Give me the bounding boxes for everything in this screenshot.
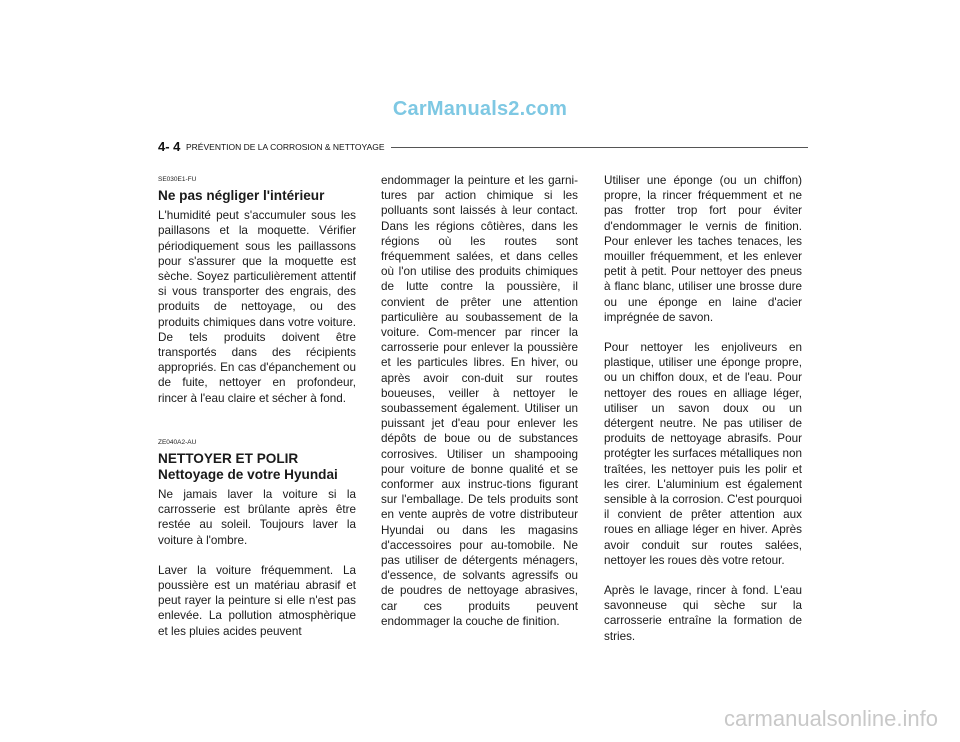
section-code: ZE040A2-AU bbox=[158, 438, 197, 446]
paragraph: Ne jamais laver la voiture si la carrosserie est brûlante après être restée au soleil. Toujours laver la voiture à l'ombre. bbox=[158, 488, 356, 547]
paragraph: Laver la voiture fréquemment. La poussière est un matériau abrasif et peut rayer la peinture si elle n'est pas enlevée. La pollution atmosphèrique et les pluies acides peuvent bbox=[158, 563, 356, 638]
paragraph: L'humidité peut s'accumuler sous les paillasons et la moquette. Vérifier périodiquement sous les paillassons pour s'assurer que la moquette est sèche. Soyez particulièrement attentif si vous transporter des engrais, des produits de nettoyage, ou des produits chimiques dans votre voiture. De tels produits doivent être transportés dans des récipients appropriés. En cas d'épanchement ou de fuite, nettoyer en profondeur, rincer à l'eau claire et sécher à fond. bbox=[158, 209, 356, 405]
paragraph: Utiliser une éponge (ou un chiffon) propre, la rincer fréquemment et ne pas frotter trop fort pour éviter d'endommager le vernis de finition. Pour enlever les taches tenaces, les mouiller fréquemment, et les enlever petit à petit. Pour nettoyer des pneus à flanc blanc, utiliser une brosse dure ou une éponge en laine d'acier imprégnée de savon. bbox=[604, 174, 802, 324]
column-middle bbox=[381, 173, 578, 629]
page-number: 4- 4 bbox=[158, 139, 181, 154]
section-heading: Ne pas négliger l'intérieur bbox=[158, 188, 325, 204]
column-right bbox=[604, 173, 802, 644]
section-code: SE030E1-FU bbox=[158, 176, 197, 183]
page-header bbox=[158, 139, 808, 155]
watermark-top: CarManuals2.com bbox=[392, 98, 568, 120]
header-rule bbox=[391, 147, 808, 148]
paragraph: endommager la peinture et les garni-tures par action chimique si les polluants sont laissés à leur contact. Dans les régions côtières, dans les régions où les routes sont fréquemment salées, et dans celles où l'on utilise des produits chimiques de lutte contre la poussière, il convient de prêter une attention particulière au soubassement de la voiture. Com-mencer par rincer la carrosserie pour enlever la poussière et les particules libres. En hiver, ou après avoir con-duit sur routes boueuses, veiller à nettoyer le soubassement également. Utiliser un puissant jet d'eau pour enlever les dépôts de boue ou de substances corrosives. Utiliser un shampooing pour voiture de bonne qualité et se conformer aux instruc-tions figurant sur l'emballage. De tels produits sont en vente auprès de votre distributeur Hyundai ou dans les magasins d'accessoires pour au-tomobile. Ne pas utiliser de détergents ménagers, d'essence, de solvants agressifs ou de poudres de nettoyage abrasives, car ces produits peuvent endommager la couche de finition. bbox=[381, 174, 578, 628]
section-heading: NETTOYER ET POLIR bbox=[158, 451, 299, 467]
paragraph: Après le lavage, rincer à fond. L'eau savonneuse qui sèche sur la carrosserie entraîne la formation de stries. bbox=[604, 584, 802, 643]
section-subheading: Nettoyage de votre Hyundai bbox=[158, 467, 338, 483]
watermark-bottom: carmanualsonline.info bbox=[723, 706, 938, 731]
chapter-title: PRÉVENTION DE LA CORROSION & NETTOYAGE bbox=[186, 142, 385, 152]
column-left bbox=[158, 172, 356, 639]
paragraph: Pour nettoyer les enjoliveurs en plastique, utiliser une éponge propre, ou un chiffon doux, et de l'eau. Pour nettoyer des roues en alliage léger, utiliser un savon doux ou un détergent neutre. Ne pas utiliser de produits de nettoyage abrasifs. Pour protégter les surfaces métalliques non traîtées, les nettoyer puis les polir et les cirer. L'aluminium est également sensible à la corrosion. C'est pourquoi il convient de prêter attention aux roues en alliage léger en hiver. Après avoir conduit sur routes salées, nettoyer les roues dès votre retour. bbox=[604, 341, 802, 567]
